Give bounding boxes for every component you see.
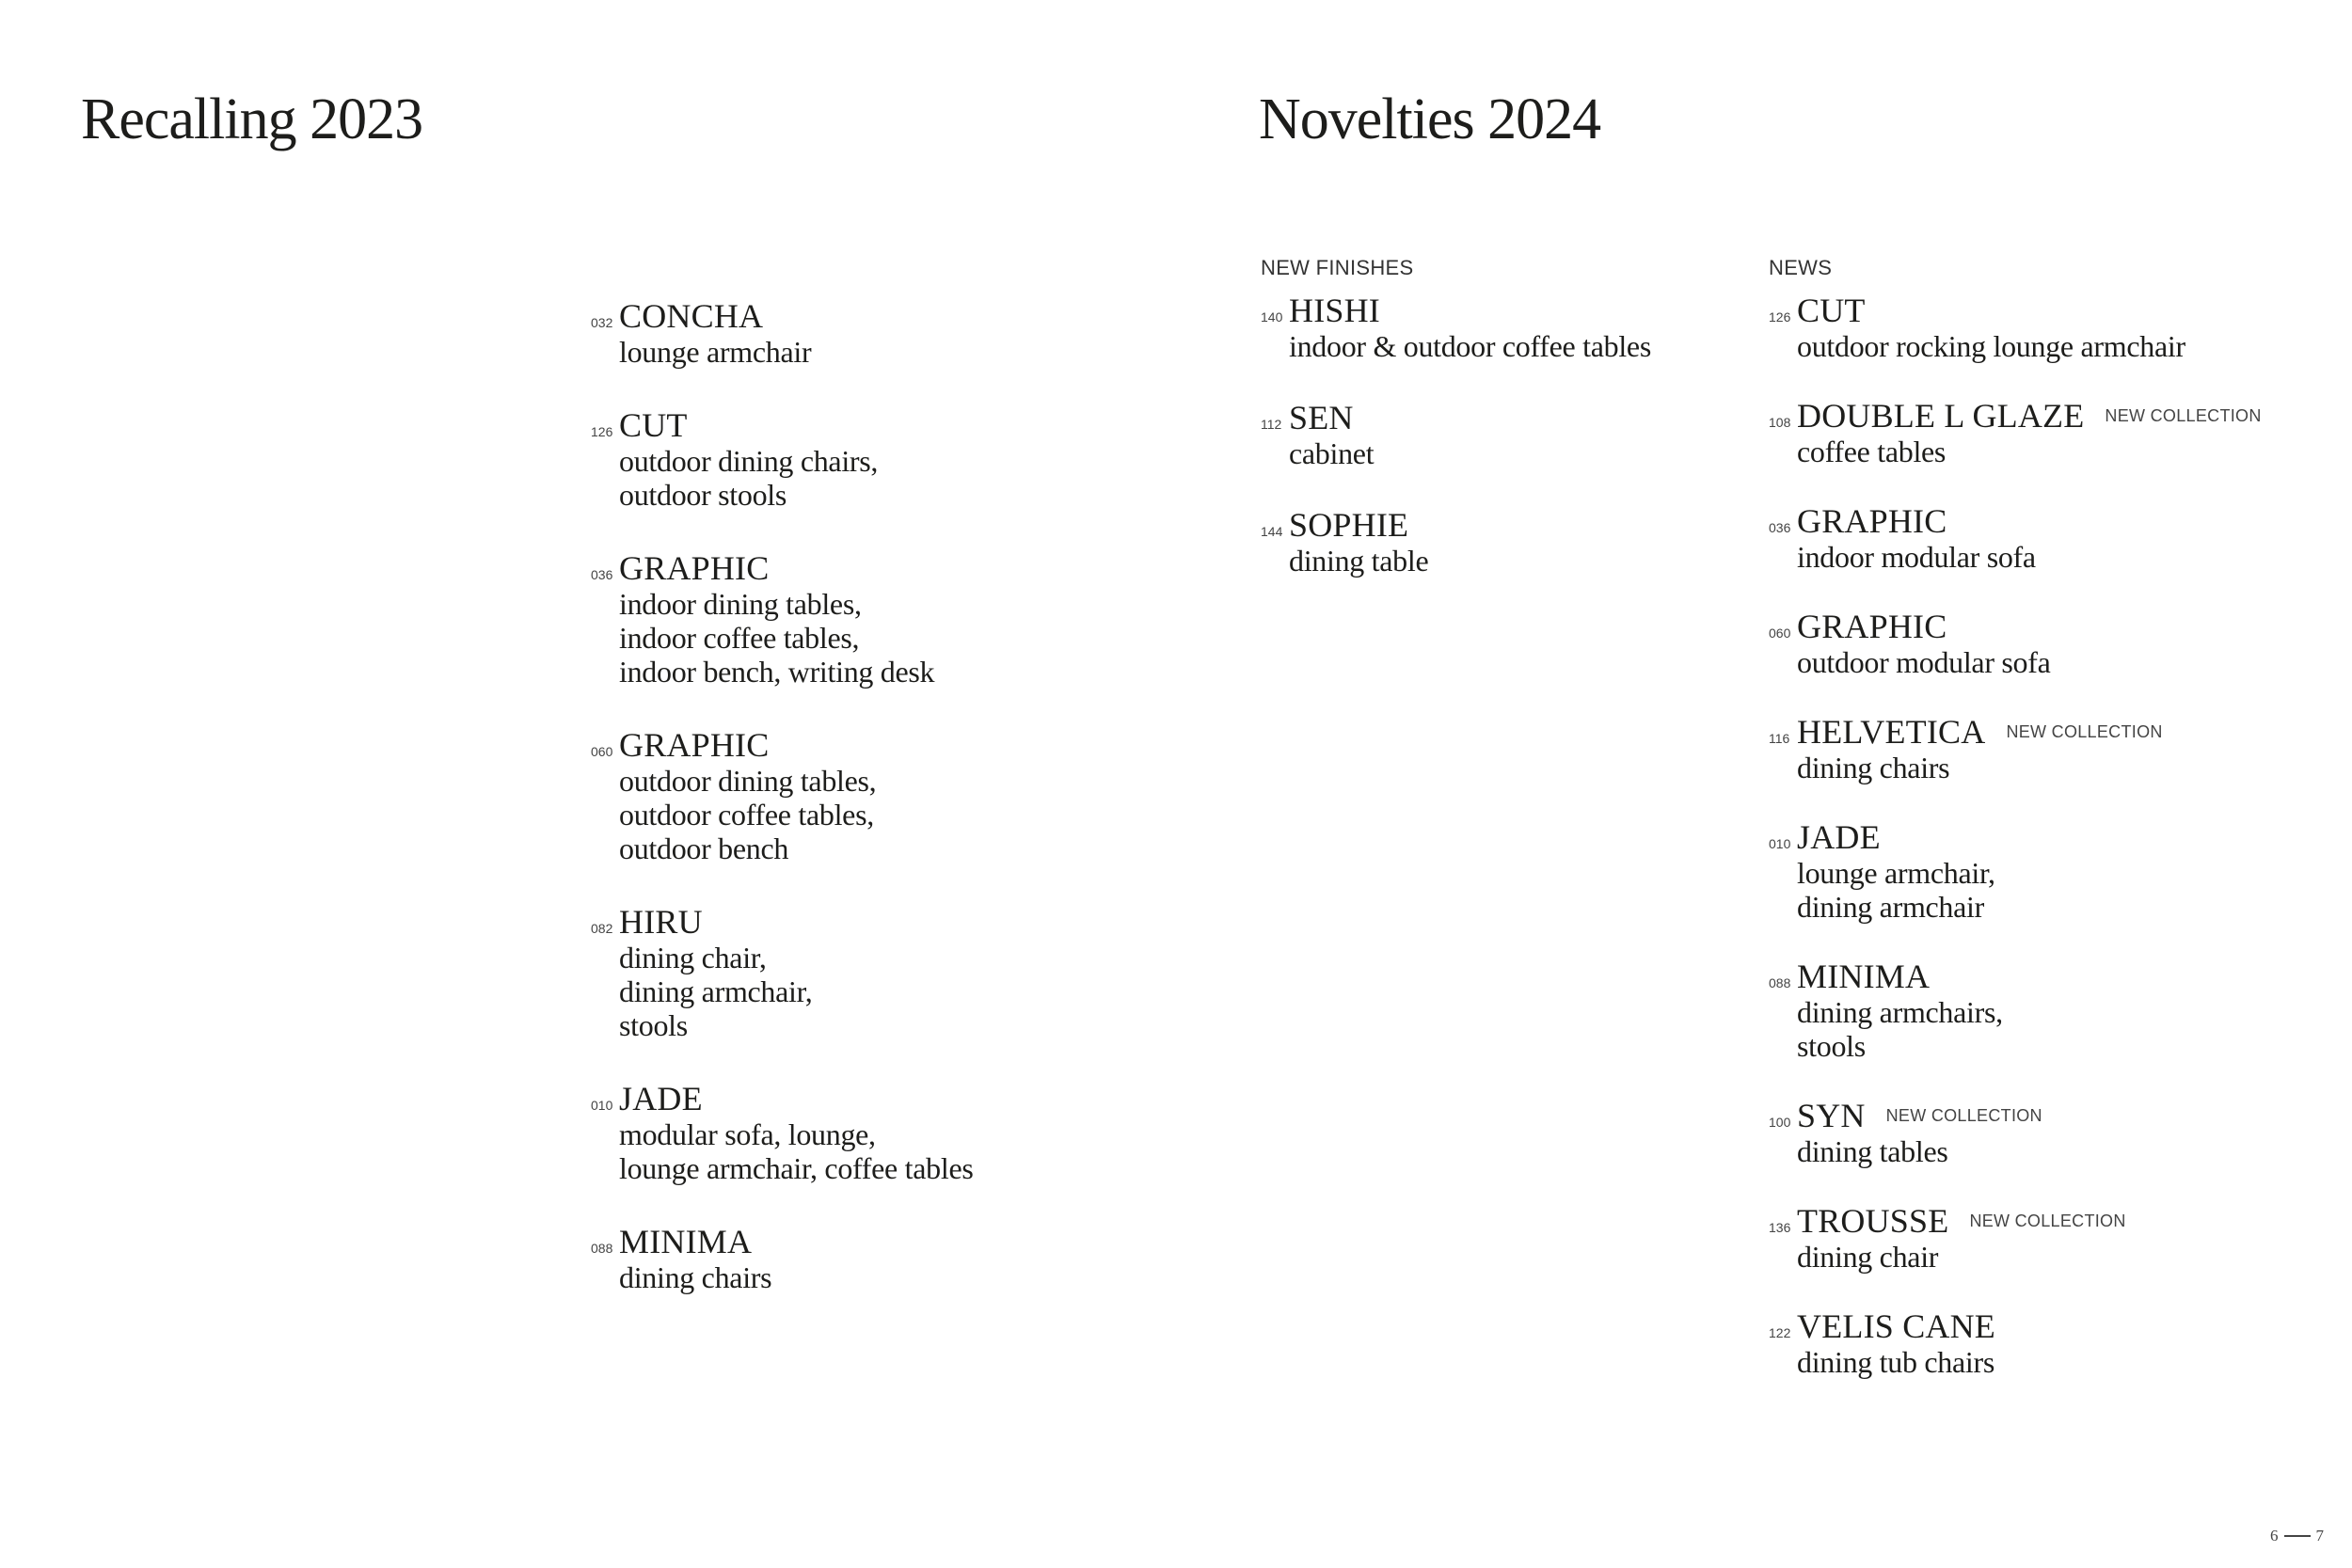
list-item — [1769, 713, 2262, 784]
description-line: indoor bench, writing desk — [619, 655, 935, 689]
product-name: MINIMA — [619, 1223, 753, 1260]
description-line: outdoor dining chairs, — [619, 444, 879, 478]
description-line: dining armchair, — [619, 974, 813, 1008]
description-line: stools — [619, 1008, 688, 1042]
entry-head — [1769, 608, 2262, 645]
description-line: indoor & outdoor coffee tables — [1289, 329, 1651, 363]
description-line: coffee tables — [1797, 435, 1947, 468]
entry-head — [1769, 397, 2262, 435]
list-item — [1769, 818, 2262, 924]
new-collection-badge: NEW COLLECTION — [2006, 721, 2163, 741]
description-line: outdoor coffee tables, — [619, 798, 874, 832]
list-item — [591, 1223, 974, 1294]
description-line: dining tables — [1797, 1134, 1948, 1168]
list-item — [1769, 1202, 2262, 1274]
list-item — [591, 726, 974, 865]
page-number: 010 — [1769, 836, 1791, 851]
list-item — [1769, 292, 2262, 363]
description-line: modular sofa, lounge, — [619, 1117, 876, 1151]
page-title-left: Recalling 2023 — [81, 87, 423, 151]
product-description — [1797, 995, 2262, 1063]
product-name: JADE — [1797, 818, 1881, 856]
product-name: SOPHIE — [1289, 506, 1409, 544]
product-description — [619, 941, 974, 1042]
page-number: 082 — [591, 921, 613, 936]
page-number: 122 — [1769, 1325, 1791, 1340]
description-line: dining armchairs, — [1797, 995, 2003, 1029]
product-name: VELIS CANE — [1797, 1307, 1995, 1345]
product-name: HISHI — [1289, 292, 1380, 329]
page-number: 144 — [1261, 524, 1283, 539]
description-line: indoor coffee tables, — [619, 621, 860, 655]
product-description — [1797, 540, 2262, 574]
product-description — [619, 444, 974, 512]
product-description — [1797, 329, 2262, 363]
list-item — [1769, 608, 2262, 679]
list-item — [591, 549, 974, 689]
section-label-news: NEWS — [1769, 256, 1833, 279]
page-number: 032 — [591, 315, 613, 330]
new-collection-badge: NEW COLLECTION — [1969, 1211, 2126, 1230]
list-item — [1769, 397, 2262, 468]
product-name: CUT — [1797, 292, 1866, 329]
list-item — [1261, 506, 1651, 578]
product-name: HIRU — [619, 903, 703, 941]
description-line: dining chair — [1797, 1240, 1939, 1274]
page-number: 136 — [1769, 1220, 1791, 1235]
entry-head — [591, 1223, 974, 1260]
product-description — [619, 587, 974, 689]
entry-head — [1769, 1097, 2262, 1134]
product-name: MINIMA — [1797, 958, 1931, 995]
product-description — [1797, 435, 2262, 468]
product-name: JADE — [619, 1080, 703, 1117]
description-line: dining chairs — [1797, 751, 1950, 784]
page-number: 088 — [1769, 975, 1791, 990]
page-number: 126 — [591, 424, 613, 439]
product-description — [1289, 329, 1651, 363]
product-name: CONCHA — [619, 297, 764, 335]
recalling-2023-list — [591, 297, 974, 1332]
product-name: SYN — [1797, 1097, 1866, 1134]
description-line: stools — [1797, 1029, 1866, 1063]
product-description — [619, 335, 974, 369]
entry-head — [1769, 1307, 2262, 1345]
entry-head — [1769, 502, 2262, 540]
entry-head — [591, 297, 974, 335]
page-number: 108 — [1769, 415, 1791, 430]
page-number: 036 — [591, 567, 613, 582]
entry-head — [591, 549, 974, 587]
list-item — [591, 903, 974, 1042]
page-number: 100 — [1769, 1115, 1791, 1130]
entry-head — [1769, 1202, 2262, 1240]
new-collection-badge: NEW COLLECTION — [1885, 1105, 2042, 1125]
page-number: 060 — [1769, 626, 1791, 641]
list-item — [591, 297, 974, 369]
product-description — [1797, 1240, 2262, 1274]
product-description — [619, 764, 974, 865]
product-name: GRAPHIC — [619, 549, 770, 587]
description-line: cabinet — [1289, 436, 1375, 470]
page-number: 060 — [591, 744, 613, 759]
list-item — [591, 1080, 974, 1185]
product-description — [1797, 645, 2262, 679]
description-line: lounge armchair — [619, 335, 812, 369]
page-title-right: Novelties 2024 — [1259, 87, 1601, 151]
entry-head — [1769, 818, 2262, 856]
description-line: outdoor rocking lounge armchair — [1797, 329, 2185, 363]
description-line: dining chair, — [619, 941, 767, 974]
new-collection-badge: NEW COLLECTION — [2105, 405, 2262, 425]
list-item — [1261, 292, 1651, 363]
entry-head — [1261, 292, 1651, 329]
product-name: SEN — [1289, 399, 1354, 436]
description-line: dining chairs — [619, 1260, 772, 1294]
page-number: 010 — [591, 1098, 613, 1113]
entry-head — [1261, 399, 1651, 436]
news-list — [1769, 292, 2262, 1413]
product-description — [1797, 751, 2262, 784]
entry-head — [591, 406, 974, 444]
product-name: TROUSSE — [1797, 1202, 1949, 1240]
description-line: indoor dining tables, — [619, 587, 862, 621]
page-number: 126 — [1769, 309, 1791, 325]
entry-head — [591, 726, 974, 764]
product-name: GRAPHIC — [619, 726, 770, 764]
description-line: dining armchair — [1797, 890, 1984, 924]
page-number: 116 — [1769, 731, 1790, 746]
list-item — [1769, 958, 2262, 1063]
product-description — [1797, 1134, 2262, 1168]
entry-head — [1769, 958, 2262, 995]
product-description — [619, 1117, 974, 1185]
entry-head — [1769, 292, 2262, 329]
page-number: 112 — [1261, 417, 1282, 432]
page-number: 140 — [1261, 309, 1283, 325]
product-description — [1797, 1345, 2262, 1379]
list-item — [1769, 1097, 2262, 1168]
description-line: dining table — [1289, 544, 1429, 578]
product-description — [1289, 544, 1651, 578]
page-number: 036 — [1769, 520, 1791, 535]
description-line: outdoor dining tables, — [619, 764, 877, 798]
folio-left-page: 6 — [2270, 1527, 2279, 1544]
list-item — [1769, 1307, 2262, 1379]
list-item — [591, 406, 974, 512]
description-line: outdoor modular sofa — [1797, 645, 2051, 679]
description-line: outdoor stools — [619, 478, 787, 512]
entry-head — [591, 1080, 974, 1117]
page-number: 088 — [591, 1241, 613, 1256]
product-name: GRAPHIC — [1797, 608, 1947, 645]
folio-right-page: 7 — [2315, 1527, 2324, 1544]
list-item — [1769, 502, 2262, 574]
description-line: lounge armchair, coffee tables — [619, 1151, 974, 1185]
product-name: GRAPHIC — [1797, 502, 1947, 540]
product-name: CUT — [619, 406, 688, 444]
description-line: lounge armchair, — [1797, 856, 1995, 890]
folio-dash — [2284, 1535, 2311, 1537]
entry-head — [1261, 506, 1651, 544]
product-description — [619, 1260, 974, 1294]
product-description — [1289, 436, 1651, 470]
page-folio — [2270, 1527, 2324, 1545]
product-description — [1797, 856, 2262, 924]
product-name: DOUBLE L GLAZE — [1797, 397, 2085, 435]
description-line: dining tub chairs — [1797, 1345, 1994, 1379]
entry-head — [591, 903, 974, 941]
section-label-new-finishes: NEW FINISHES — [1261, 256, 1414, 279]
new-finishes-list — [1261, 292, 1651, 613]
list-item — [1261, 399, 1651, 470]
entry-head — [1769, 713, 2262, 751]
description-line: outdoor bench — [619, 832, 789, 865]
product-name: HELVETICA — [1797, 713, 1986, 751]
description-line: indoor modular sofa — [1797, 540, 2036, 574]
